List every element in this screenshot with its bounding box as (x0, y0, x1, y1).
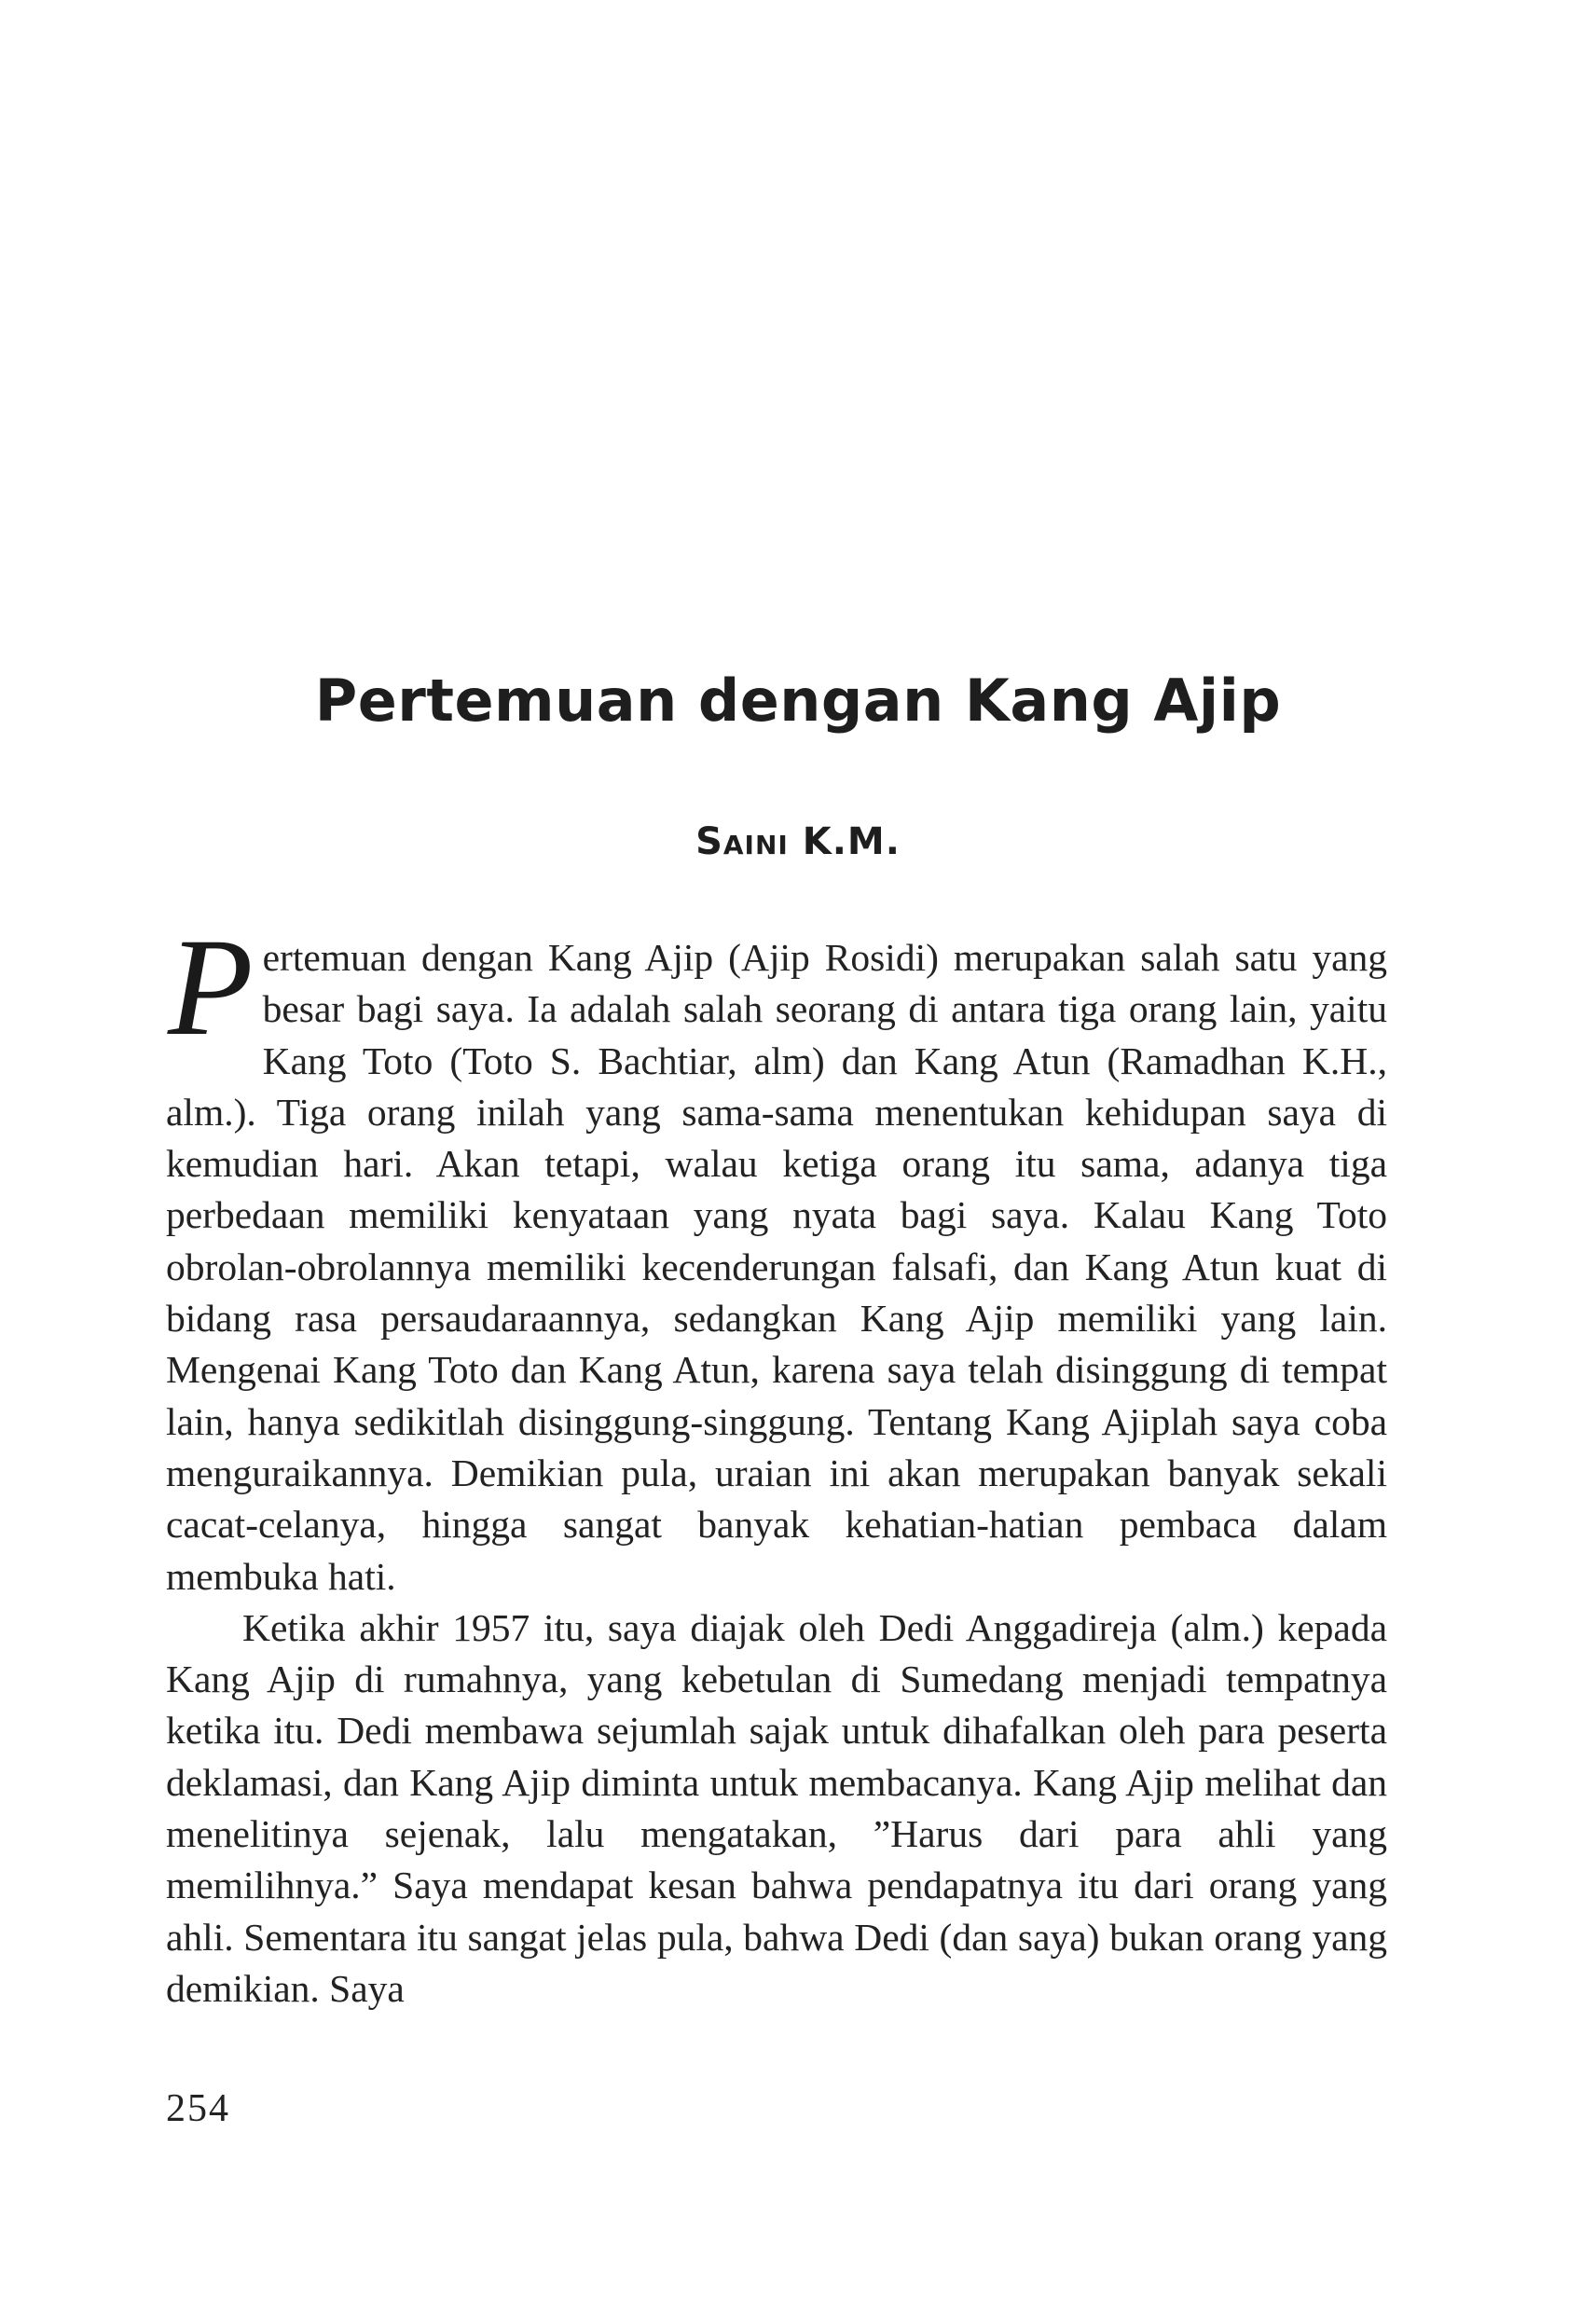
drop-cap: P (168, 910, 254, 1065)
author-suffix: K.M. (788, 820, 901, 863)
article-body (166, 910, 1387, 2015)
paragraph-1 (166, 910, 1387, 1603)
page-number: 254 (166, 2087, 230, 2130)
paragraph-2: Ketika akhir 1957 itu, saya diajak oleh Dedi Anggadireja (alm.) kepada Kang Ajip di rumahnya, yang kebetulan di Sumedang menjadi tempatnya ketika itu. Dedi membawa sejumlah sajak untuk dihafalkan oleh para peserta deklamasi, dan Kang Ajip diminta untuk membacanya. Kang Ajip melihat dan menelitinya sejenak, lalu mengatakan, ”Harus dari para ahli yang memilihnya.” Saya mendapat kesan bahwa pendapatnya itu dari orang yang ahli. Sementara itu sangat jelas pula, bahwa Dedi (dan saya) bukan orang yang demikian. Saya (166, 1605, 1387, 2010)
article-title: Pertemuan dengan Kang Ajip (314, 667, 1282, 735)
article-author (0, 820, 1596, 863)
author-name: Saini (695, 820, 789, 863)
paragraph-1-text: ertemuan dengan Kang Ajip (Ajip Rosidi) merupakan salah satu yang besar bagi saya. Ia adalah salah seorang di antara tiga orang lain, yaitu Kang Toto (Toto S. Bachtiar, alm) dan Kang Atun (Ramadhan K.H., alm.). Tiga orang inilah yang sama-sama menentukan kehidupan saya di kemudian hari. Akan tetapi, walau ketiga orang itu sama, adanya tiga perbedaan memiliki kenyataan yang nyata bagi saya. Kalau Kang Toto obrolan-obrolannya memiliki kecenderungan falsafi, dan Kang Atun kuat di bidang rasa persaudaraannya, sedangkan Kang Ajip memiliki yang lain. Mengenai Kang Toto dan Kang Atun, karena saya telah disinggung di tempat lain, hanya sedikitlah disinggung-singgung. Tentang Kang Ajiplah saya coba menguraikannya. Demikian pula, uraian ini akan merupakan banyak sekali cacat-celanya, hingga sangat banyak kehatian-hatian pembaca dalam membuka hati. (166, 936, 1387, 1598)
